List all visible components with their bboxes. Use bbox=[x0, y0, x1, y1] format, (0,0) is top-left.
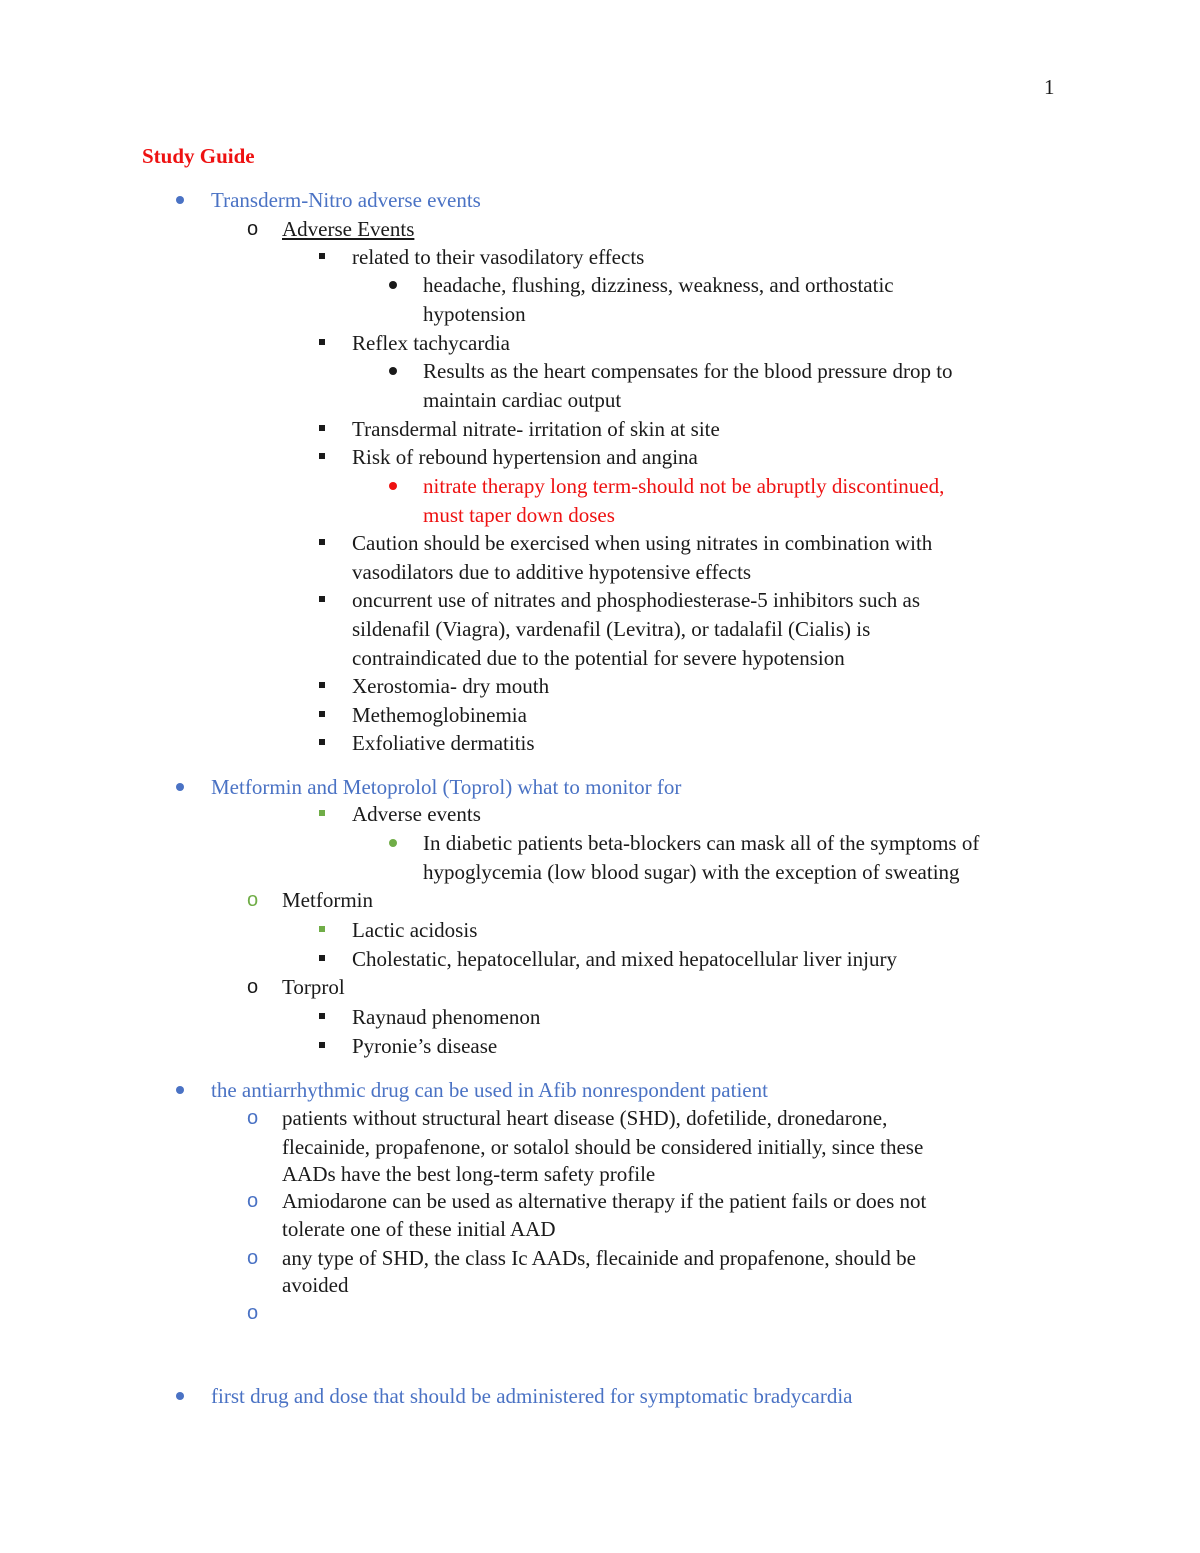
list-item-continuation: vasodilators due to additive hypotensive effects bbox=[352, 560, 752, 584]
list-item: In diabetic patients beta-blockers can mask all of the symptoms of bbox=[423, 831, 980, 855]
square-bullet-icon bbox=[319, 711, 325, 717]
page-title: Study Guide bbox=[142, 144, 255, 168]
list-item: Results as the heart compensates for the blood pressure drop to bbox=[423, 359, 953, 383]
list-item: Adverse events bbox=[352, 802, 481, 826]
square-bullet-icon bbox=[319, 253, 325, 259]
section-heading-afib: the antiarrhythmic drug can be used in Afib nonrespondent patient bbox=[211, 1078, 768, 1102]
square-bullet-icon bbox=[319, 1013, 325, 1019]
bullet-icon bbox=[389, 367, 397, 375]
list-item: Caution should be exercised when using nitrates in combination with bbox=[352, 531, 933, 555]
circle-bullet-icon: o bbox=[247, 1247, 259, 1269]
bullet-icon bbox=[389, 281, 397, 289]
square-bullet-icon bbox=[319, 739, 325, 745]
list-item-continuation: maintain cardiac output bbox=[423, 388, 622, 412]
list-item: Risk of rebound hypertension and angina bbox=[352, 445, 698, 469]
circle-bullet-icon: o bbox=[247, 1302, 259, 1324]
list-item-continuation: sildenafil (Viagra), vardenafil (Levitra), or tadalafil (Cialis) is bbox=[352, 617, 871, 641]
bullet-icon bbox=[176, 1392, 184, 1400]
square-bullet-icon bbox=[319, 339, 325, 345]
subheading-adverse-events: Adverse Events bbox=[282, 217, 415, 241]
square-bullet-icon bbox=[319, 810, 325, 816]
list-item: Exfoliative dermatitis bbox=[352, 731, 535, 755]
section-heading-metformin: Metformin and Metoprolol (Toprol) what to monitor for bbox=[211, 775, 682, 799]
list-item: Reflex tachycardia bbox=[352, 331, 510, 355]
list-item-continuation: tolerate one of these initial AAD bbox=[282, 1217, 556, 1241]
list-item: oncurrent use of nitrates and phosphodiesterase-5 inhibitors such as bbox=[352, 588, 921, 612]
page-number: 1 bbox=[1044, 75, 1055, 99]
square-bullet-icon bbox=[319, 453, 325, 459]
list-item: Amiodarone can be used as alternative therapy if the patient fails or does not bbox=[282, 1189, 927, 1213]
circle-bullet-icon: o bbox=[247, 976, 259, 998]
square-bullet-icon bbox=[319, 682, 325, 688]
list-item: Lactic acidosis bbox=[352, 918, 478, 942]
list-item-continuation: flecainide, propafenone, or sotalol should be considered initially, since these bbox=[282, 1135, 924, 1159]
circle-bullet-icon: o bbox=[247, 889, 259, 911]
bullet-icon bbox=[389, 839, 397, 847]
list-item-continuation: avoided bbox=[282, 1273, 349, 1297]
subheading-torprol: Torprol bbox=[282, 975, 345, 999]
list-item: any type of SHD, the class Ic AADs, flecainide and propafenone, should be bbox=[282, 1246, 916, 1270]
square-bullet-icon bbox=[319, 539, 325, 545]
list-item-continuation: hypotension bbox=[423, 302, 526, 326]
list-item-continuation: hypoglycemia (low blood sugar) with the exception of sweating bbox=[423, 860, 960, 884]
list-item: Methemoglobinemia bbox=[352, 703, 527, 727]
square-bullet-icon bbox=[319, 926, 325, 932]
list-item: Raynaud phenomenon bbox=[352, 1005, 541, 1029]
list-item: Cholestatic, hepatocellular, and mixed hepatocellular liver injury bbox=[352, 947, 897, 971]
list-item: related to their vasodilatory effects bbox=[352, 245, 645, 269]
list-item-continuation: contraindicated due to the potential for severe hypotension bbox=[352, 646, 845, 670]
circle-bullet-icon: o bbox=[247, 1190, 259, 1212]
warning-item: nitrate therapy long term-should not be abruptly discontinued, bbox=[423, 474, 945, 498]
bullet-icon bbox=[176, 1086, 184, 1094]
circle-bullet-icon: o bbox=[247, 1107, 259, 1129]
square-bullet-icon bbox=[319, 425, 325, 431]
bullet-icon bbox=[176, 196, 184, 204]
bullet-icon bbox=[389, 482, 397, 490]
square-bullet-icon bbox=[319, 596, 325, 602]
subheading-metformin: Metformin bbox=[282, 888, 373, 912]
list-item: patients without structural heart disease (SHD), dofetilide, dronedarone, bbox=[282, 1106, 888, 1130]
section-heading-nitro: Transderm-Nitro adverse events bbox=[211, 188, 481, 212]
square-bullet-icon bbox=[319, 955, 325, 961]
list-item: Pyronie’s disease bbox=[352, 1034, 498, 1058]
list-item: Transdermal nitrate- irritation of skin at site bbox=[352, 417, 720, 441]
list-item-continuation: AADs have the best long-term safety profile bbox=[282, 1162, 656, 1186]
bullet-icon bbox=[176, 783, 184, 791]
list-item: Xerostomia- dry mouth bbox=[352, 674, 550, 698]
list-item: headache, flushing, dizziness, weakness, and orthostatic bbox=[423, 273, 894, 297]
section-heading-bradycardia: first drug and dose that should be administered for symptomatic bradycardia bbox=[211, 1384, 853, 1408]
square-bullet-icon bbox=[319, 1042, 325, 1048]
warning-item-continuation: must taper down doses bbox=[423, 503, 615, 527]
circle-bullet-icon: o bbox=[247, 218, 259, 240]
